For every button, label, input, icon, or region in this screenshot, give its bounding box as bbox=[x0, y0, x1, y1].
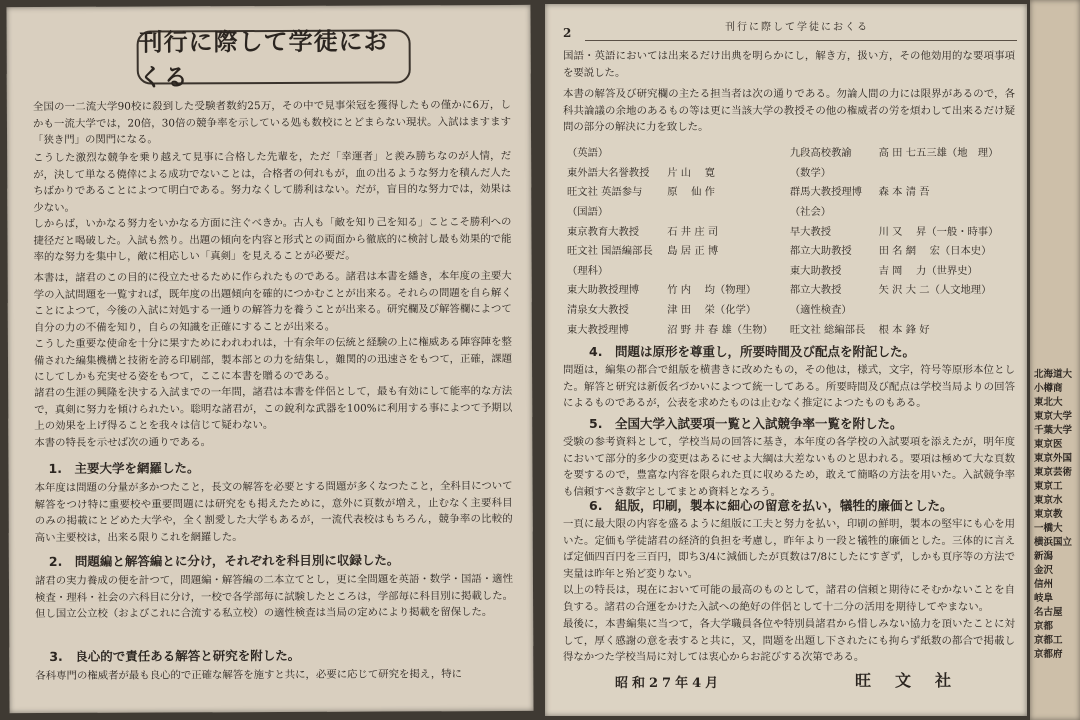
adjacent-page-fragment: 横浜国立 bbox=[1034, 537, 1073, 548]
feature-3-text: 各科専門の権威者が最も良心的で正確な解答を施すと共に，必要に応じて研究を掲え，特に bbox=[35, 668, 463, 683]
staff-cell: （適性検査） bbox=[789, 304, 852, 317]
feature-4-heading: 4. 問題は原形を尊重し，所要時間及び配点を附記した。 bbox=[589, 344, 915, 359]
page-number: 2 bbox=[563, 26, 572, 40]
staff-cell: 旺文社 総編部長 bbox=[789, 323, 866, 336]
staff-cell: 東京教育大教授 bbox=[567, 225, 640, 238]
staff-cell: 清泉女大教授 bbox=[567, 304, 629, 317]
adjacent-page-fragment: 東京水 bbox=[1034, 495, 1063, 506]
adjacent-page-edge bbox=[1030, 0, 1080, 720]
intro-paragraph-1: 全国の一二流大学90校に殺到した受験者数約25万，その中で見事栄冠を獲得したもの僅かに6万，しかも一流大学では，20倍，30倍の競争率を示している処も数校にとどまらない現状。入試はますます「狭き門」の関門になる。 bbox=[32, 98, 511, 147]
intro-paragraph-4: 本書は，諸君のこの目的に役立たせるために作られたものである。諸君は本書を繙き，本年度の主要大学の入試問題を一覧すれば，既年度の出題傾向を確的につかむことが出来る。それらの問題を自ら解くことによつて，今後の入試に対処する一通りの解答力を養うことが出来る。研究欄及び解答欄によつて自分の力の不備を知り，自らの知識を正確にすることが出来る。 bbox=[33, 269, 512, 334]
staff-cell: 旺文社 国語編部長 bbox=[567, 245, 653, 258]
page-title: 刊行に際して学徒におくる bbox=[138, 27, 389, 92]
adjacent-page-fragment: 京都 bbox=[1034, 621, 1054, 632]
staff-cell: 吉 岡 力（世界史） bbox=[878, 264, 978, 277]
intro-paragraph-7: 本書の特長を示せば次の通りである。 bbox=[34, 436, 212, 450]
staff-cell: （数学） bbox=[789, 166, 832, 179]
staff-cell: 根 本 鋒 好 bbox=[878, 323, 930, 336]
adjacent-page-fragment: 東京医 bbox=[1034, 439, 1063, 450]
staff-cell: （社会） bbox=[789, 206, 832, 219]
adjacent-page-fragment: 京都府 bbox=[1034, 649, 1063, 660]
adjacent-page-fragment: 一橋大 bbox=[1034, 523, 1063, 534]
staff-row bbox=[565, 181, 1015, 201]
staff-cell: 島 居 正 博 bbox=[667, 245, 719, 258]
staff-cell: 矢 沢 大 二（人文地理） bbox=[878, 284, 992, 297]
staff-cell: 原 仙 作 bbox=[667, 186, 715, 199]
adjacent-page-fragment: 千葉大学 bbox=[1034, 425, 1073, 436]
staff-cell bbox=[665, 142, 788, 162]
adjacent-page-fragment: 京都工 bbox=[1034, 635, 1063, 646]
staff-cell: 森 本 清 吾 bbox=[878, 186, 930, 199]
adjacent-page-fragment: 北海道大 bbox=[1034, 369, 1073, 380]
staff-cell bbox=[877, 162, 1015, 182]
staff-cell: 東大助教授理博 bbox=[567, 284, 640, 297]
intro-paragraph-3: しからば，いかなる努力をいかなる方面に注ぐべきか。古人も「敵を知り己を知る」ことこそ勝利への捷径だと喝破した。入試も然り。出題の傾向を内容と形式との両面から徹底的に検討し最も効果的で能率的な努力を集中し，敵に相応しい「真剣」を見えることが必要だ。 bbox=[33, 215, 512, 264]
adjacent-page-fragment: 名古屋 bbox=[1034, 607, 1063, 618]
publisher-name: 旺 文 社 bbox=[855, 671, 956, 690]
staff-row bbox=[565, 318, 1015, 338]
feature-6-text: 一頁に最大限の内容を盛るように組版に工夫と努力を払い，印刷の鮮明，製本の堅牢にも心を用いた。定価も学徒諸君の経済的負担を考慮し，昨年より一段と犠牲的廉価とした。三体的に言えば定価四百円を三百円，即ち3/4に減価したが頁数は7/8にしたにすぎず，しかも頁序等の方法で実量は昨年と殆ど変りない。 bbox=[563, 518, 1015, 580]
header-rule bbox=[585, 40, 1017, 41]
staff-cell: 都立大教授 bbox=[789, 284, 842, 297]
adjacent-page-fragment: 東京外国 bbox=[1034, 453, 1073, 464]
adjacent-page-fragment: 信州 bbox=[1034, 579, 1054, 590]
feature-5-heading: 5. 全国大学入試要項一覧と入試競争率一覧を附した。 bbox=[589, 416, 903, 431]
staff-row bbox=[565, 201, 1015, 221]
staff-row bbox=[565, 260, 1015, 280]
staff-cell: 旺文社 英語参与 bbox=[567, 186, 643, 199]
closing-paragraph-1: 以上の特長は，現在において可能の最高のものとして，諸君の信頼と期待にそむかないことを自負する。諸君の合運をかけた入試への絶好の伴侶として十二分の活用を期待してやまない。 bbox=[563, 584, 1015, 613]
staff-cell: （英語） bbox=[567, 147, 609, 160]
adjacent-page-fragment: 新潟 bbox=[1034, 551, 1054, 562]
staff-cell: 早大教授 bbox=[789, 225, 832, 238]
adjacent-page-fragment: 東京工 bbox=[1034, 481, 1063, 492]
staff-cell: 竹 内 均（物理） bbox=[667, 284, 757, 297]
staff-cell: 片 山 寛 bbox=[667, 166, 715, 179]
title-frame bbox=[137, 27, 411, 92]
feature-5-text: 受験の参考資料として，学校当局の回答に基き，本年度の各学校の入試要項を添えたが，明年度において部分的多少の変更はあるにせよ大綱は大差ないものと思われる。要項は極めて大な頁数を要するので，豊富な内容を限られた頁に収めるため，敢えて簡略の方法を用いた。入試競争率も信頼すべき数字としてまとめ資料となろう。 bbox=[563, 436, 1015, 498]
staff-row bbox=[565, 279, 1015, 299]
staff-cell: 東大助教授 bbox=[789, 264, 842, 277]
staff-row bbox=[565, 142, 1015, 162]
staff-row bbox=[565, 162, 1015, 182]
staff-cell: 沼 野 井 春 雄（生物） bbox=[667, 323, 773, 336]
staff-row bbox=[565, 240, 1015, 260]
adjacent-page-list bbox=[1030, 368, 1080, 662]
right-page bbox=[545, 4, 1027, 716]
staff-cell bbox=[665, 260, 788, 280]
intro-paragraph-2: こうした激烈な競争を乗り越えて見事に合格した先輩を，ただ「幸運者」と羨み勝ちなのが人情，だが，決して単なる僥倖による成功でないことは，合格者の何れもが，血の出るような努力を積んだ人たちばかりであることによつて明白である。努力なくして勝利はない。だが，盲目的な努力では，効果は少ない。 bbox=[33, 149, 512, 214]
staff-cell: 石 井 庄 司 bbox=[667, 225, 719, 238]
staff-cell: 群馬大教授理博 bbox=[789, 186, 862, 199]
staff-cell: 東外語大名誉教授 bbox=[567, 166, 650, 179]
staff-table bbox=[565, 142, 1015, 338]
feature-3-heading: 3. 良心的で責任ある解答と研究を附した。 bbox=[49, 647, 301, 664]
staff-row bbox=[565, 220, 1015, 240]
staff-cell bbox=[877, 299, 1015, 319]
closing-paragraph-2: 最後に，本書編集に当つて，各大学職員各位や特別員諸君から惜しみない協力を頂いたことに対して，厚く感謝の意を表すると共に，又，問題を出題し下されたにも拘らず紙数の都合で掲載し得なかつた学校当局に対しては衷心からお詫びする次第である。 bbox=[563, 618, 1015, 664]
staff-cell bbox=[665, 201, 788, 221]
staff-cell: 高 田 七五三雄（地 理） bbox=[878, 147, 999, 160]
adjacent-page-fragment: 岐阜 bbox=[1034, 593, 1054, 604]
running-head: 刊行に際して学徒におくる bbox=[725, 22, 869, 33]
staff-row bbox=[565, 299, 1015, 319]
feature-4-text: 問題は，編集の都合で組版を横書きに改めたもの，その他は，様式，文字，符号等原形本位とした。解答と研究は新仮名づかいによつて統一してある。所要時間及び配点は学校当局よりの回答によるものであるが，公表を求めたものは止むなく推定によつたものもある。 bbox=[563, 364, 1015, 410]
feature-2-text: 諸君の実力養成の便を計つて，問題編・解答編の二本立てとし，更に全問題を英語・数学・国語・適性検査・理科・社会の六科目に分け，一校で各学部毎に試験したところは，学部毎に科目別に掲載した。但し国立公立校（およびこれに合流する私立校）の適性検査は当局の定めにより掲載を留保した。 bbox=[34, 572, 514, 621]
staff-cell: 九段高校教諭 bbox=[789, 147, 852, 160]
staff-cell bbox=[877, 201, 1015, 221]
staff-cell: 川 又 昇（一般・時事） bbox=[878, 225, 999, 238]
feature-1-text: 本年度は問題の分量が多かつたこと，長文の解答を必要とする問題が多くなつたこと，全科目について解答をつけ特に重要校や重要問題には研究をも掲えたために，意外に頁数が増え，止むなく主要科目のみの掲載にとどめた大学や，全く割愛した大学もあるが，一流代表校はもちろん，競争率の比較的高い主要校は，出来る限りこれを網羅した。 bbox=[34, 479, 513, 544]
staff-cell: 都立大助教授 bbox=[789, 245, 852, 258]
staff-cell: 東大教授理博 bbox=[567, 323, 629, 336]
staff-intro: 本書の解答及び研究欄の主たる担当者は次の通りである。勿論人間の力には限界があるので，各科共論議の余地のあるもの等は更に当該大学の教授その他の権威者の労を煩わして出来るだけ疑問の部分の解決に力を致した。 bbox=[563, 88, 1015, 134]
feature-6-heading: 6. 組版，印刷，製本に細心の留意を払い，犠牲的廉価とした。 bbox=[589, 498, 953, 513]
adjacent-page-fragment: 東京教 bbox=[1034, 509, 1063, 520]
staff-cell: 津 田 栄（化学） bbox=[667, 304, 757, 317]
intro-paragraph-6: 諸君の生涯の興隆を決する入試までの一年間，諸君は本書を伴侶として，最も有効にして能率的な方法で，真剣に努力を傾けられたい。聡明な諸君が，この銳利な武器を100%に利用する事によつて予期以上の効果を上げ得ることを我々は信じて疑わない。 bbox=[34, 384, 513, 433]
feature-1-heading: 1. 主要大学を網羅した。 bbox=[48, 460, 200, 476]
publication-date: 昭和27年4月 bbox=[615, 676, 723, 691]
adjacent-page-fragment: 小樽商 bbox=[1034, 383, 1063, 394]
adjacent-page-fragment: 金沢 bbox=[1034, 565, 1054, 576]
feature-2-heading: 2. 問題編と解答編とに分け，それぞれを科目別に収録した。 bbox=[48, 552, 400, 569]
staff-cell: 田 名 網 宏（日本史） bbox=[878, 245, 992, 258]
continuation-text: 国語・英語においては出来るだけ出典を明らかにし，解き方，扱い方，その他効用的な要項事項を要説した。 bbox=[563, 50, 1015, 79]
adjacent-page-fragment: 東京大学 bbox=[1034, 411, 1073, 422]
adjacent-page-fragment: 東北大 bbox=[1034, 397, 1063, 408]
staff-cell: （国語） bbox=[567, 206, 609, 219]
intro-paragraph-5: こうした重要な使命を十分に果すためにわれわれは，十有余年の伝統と経験の上に権威ある陣容陣を整備された編集機構と技術を誇る印刷部，製本部との力を結集し，難関的の迅速さをもつて，正確，課題にしてしかも充実せる姿をもつて，ここに本書を贈るのである。 bbox=[33, 335, 513, 384]
left-page bbox=[6, 5, 533, 713]
staff-cell: （理科） bbox=[567, 264, 609, 277]
adjacent-page-fragment: 東京芸術 bbox=[1034, 467, 1073, 478]
